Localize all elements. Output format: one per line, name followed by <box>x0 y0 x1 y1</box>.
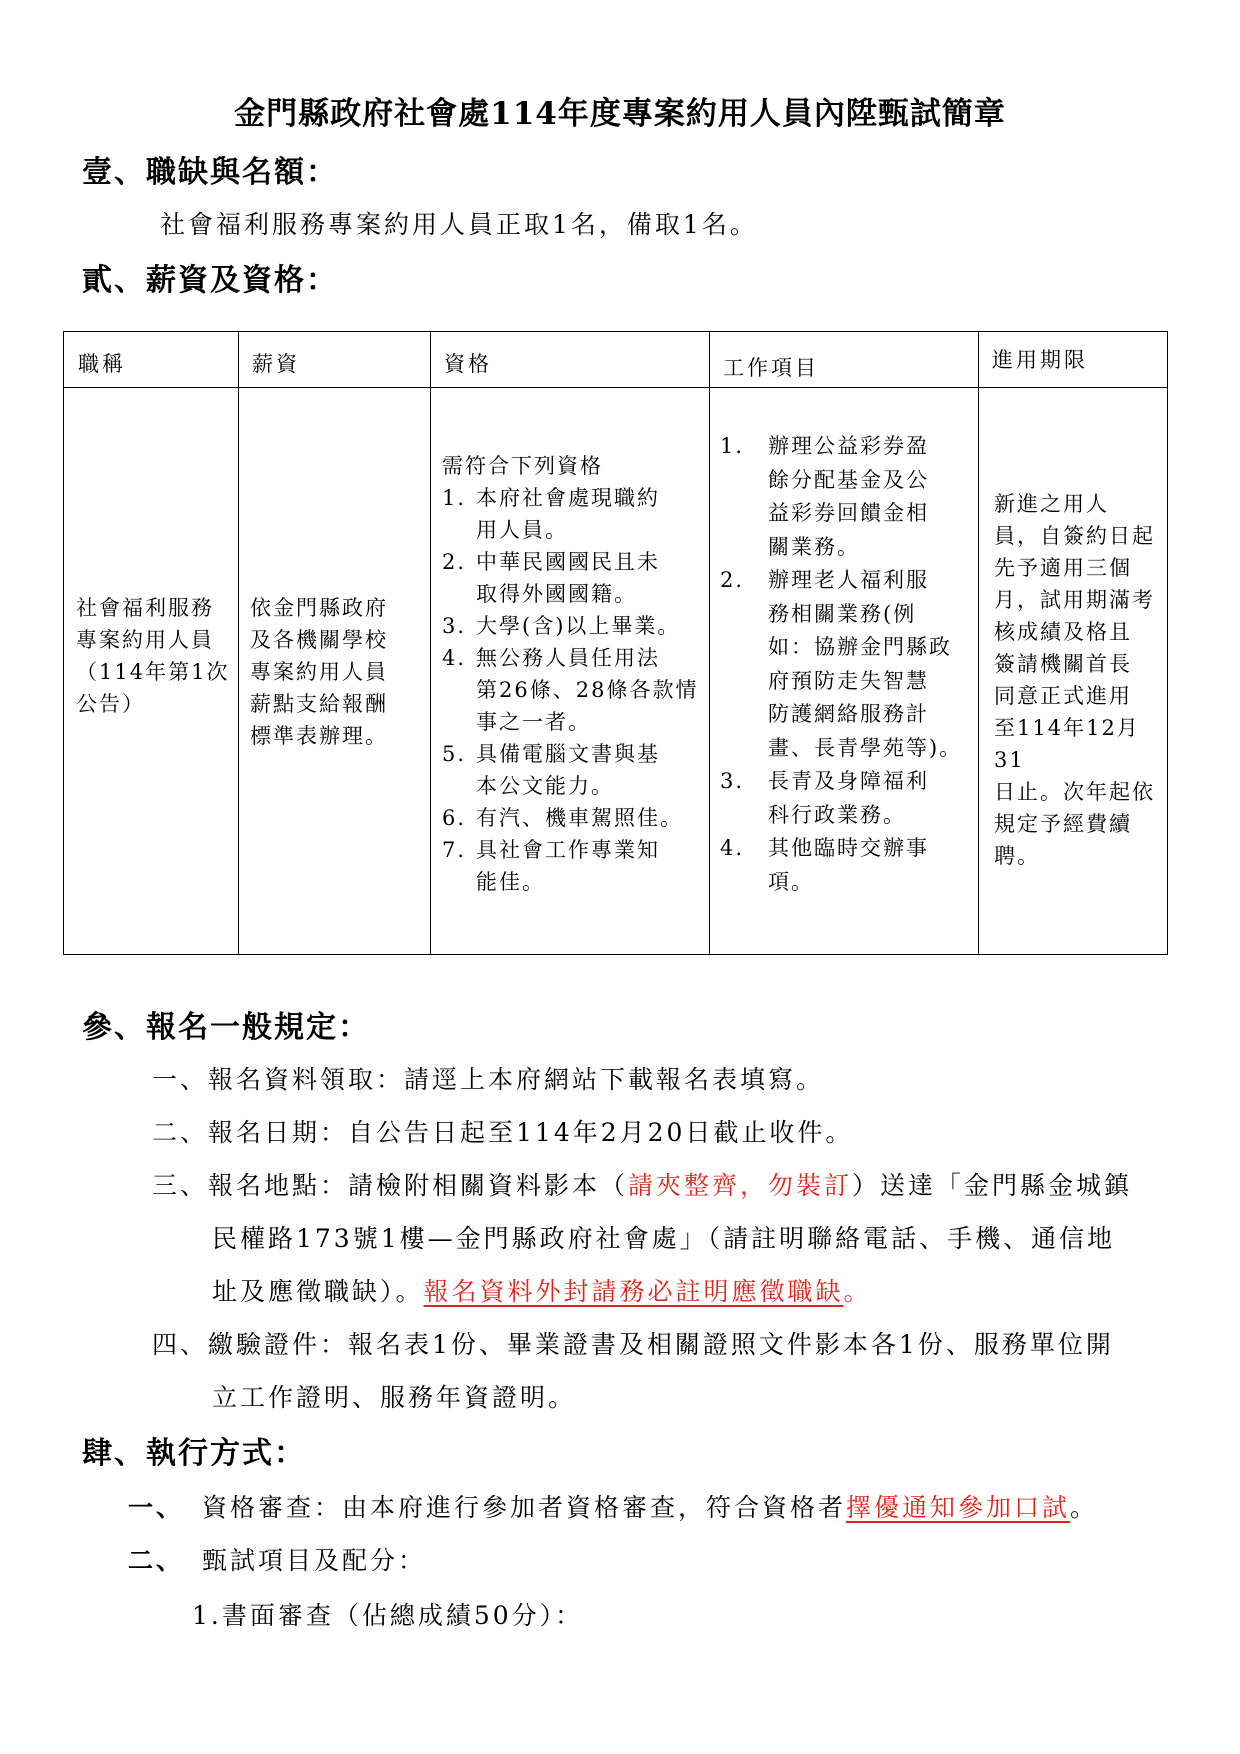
interview-note: 擇優通知參加口試 <box>846 1493 1071 1522</box>
rule-item-2: 二、報名日期：自公告日起至114年2月20日截止收件。 <box>152 1118 854 1147</box>
period-line: 同意正式進用 <box>994 684 1132 708</box>
qualification-item: 5. 具備電腦文書與基 本公文能力。 <box>442 742 660 798</box>
qualification-item: 2. 中華民國國民且未 取得外國國籍。 <box>442 550 660 606</box>
rule-item-1: 一、報名資料領取：請逕上本府網站下載報名表填寫。 <box>152 1065 825 1094</box>
period-line: 先予適用三個 <box>994 556 1132 580</box>
header-job-title: 職稱 <box>78 352 126 376</box>
cell-period <box>994 488 1166 872</box>
method-item-1-num: 一、 <box>128 1493 185 1522</box>
qualifications-list <box>442 482 704 898</box>
duty-item: 1. 辦理公益彩券盈 餘分配基金及公 益彩券回饋金相 關業務。 <box>720 434 929 559</box>
salary-line: 標準表辦理。 <box>250 724 388 748</box>
period-line: 規定予經費續 <box>994 812 1132 836</box>
job-title-line: 社會福利服務 <box>76 596 214 620</box>
duty-item: 4. 其他臨時交辦事 項。 <box>720 836 929 894</box>
cell-qualifications <box>442 450 704 898</box>
period-line: 聘。 <box>994 844 1040 868</box>
rule-item-4-line2: 立工作證明、服務年資證明。 <box>212 1383 577 1412</box>
salary-line: 薪點支給報酬 <box>250 692 388 716</box>
job-title-line: 專案約用人員 <box>76 628 214 652</box>
rule-item-3-line2: 民權路173號1樓—金門縣政府社會處」（請註明聯絡電話、手機、通信地 <box>212 1224 1116 1253</box>
method-sub-item-1: 1.書面審查（佔總成績50分）： <box>192 1601 584 1630</box>
rule-item-3: 三、報名地點：請檢附相關資料影本（請夾整齊，勿裝訂）送達「金門縣金城鎮 <box>152 1171 1133 1200</box>
job-title-line: （114年第1次 <box>76 660 230 684</box>
header-salary: 薪資 <box>252 352 300 376</box>
section-heading-2: 貳、薪資及資格： <box>82 263 338 298</box>
section-1-text: 社會福利服務專案約用人員正取1名，備取1名。 <box>160 210 758 239</box>
method-item-1: 資格審查：由本府進行參加者資格審查，符合資格者擇優通知參加口試。 <box>202 1493 1099 1522</box>
period-line: 員，自簽約日起 <box>994 524 1155 548</box>
qualification-item: 4. 無公務人員任用法 第26條、28條各款情 事之一者。 <box>442 646 699 734</box>
header-duties: 工作項目 <box>723 356 819 380</box>
salary-line: 及各機關學校 <box>250 628 388 652</box>
duty-item: 2. 辦理老人福利服 務相關業務(例 如：協辦金門縣政 府預防走失智慧 防護網絡服務計 畫、長青學苑等)。 <box>720 568 963 760</box>
qualification-item: 7. 具社會工作專業知 能佳。 <box>442 838 660 894</box>
salary-qualification-table <box>63 331 1168 955</box>
cell-job-title <box>76 592 236 720</box>
cell-salary <box>250 592 428 752</box>
duty-item: 3. 長青及身障福利 科行政業務。 <box>720 769 929 827</box>
page-title: 金門縣政府社會處114年度專案約用人員內陞甄試簡章 <box>234 96 1006 132</box>
method-item-2: 甄試項目及配分： <box>202 1546 427 1575</box>
section-heading-3: 參、報名一般規定： <box>82 1010 370 1045</box>
qualification-item: 1. 本府社會處現職約 用人員。 <box>442 486 660 542</box>
header-qualifications: 資格 <box>444 352 492 376</box>
salary-line: 專案約用人員 <box>250 660 388 684</box>
period-line: 月，試用期滿考 <box>994 588 1155 612</box>
no-binding-note: 請夾整齊，勿裝訂 <box>628 1171 853 1200</box>
method-item-2-num: 二、 <box>128 1546 185 1575</box>
section-heading-4: 肆、執行方式： <box>82 1436 306 1471</box>
salary-line: 依金門縣政府 <box>250 596 388 620</box>
job-title-line: 公告） <box>76 692 145 716</box>
rule-item-3-line3: 址及應徵職缺）。報名資料外封請務必註明應徵職缺。 <box>212 1277 872 1306</box>
header-period: 進用期限 <box>992 348 1088 372</box>
envelope-note: 報名資料外封請務必註明應徵職缺 <box>423 1277 844 1306</box>
period-line: 新進之用人 <box>994 492 1109 516</box>
qualifications-intro: 需符合下列資格 <box>442 454 603 478</box>
period-line: 日止。次年起依 <box>994 780 1155 804</box>
period-line: 至114年12月31 <box>994 716 1140 772</box>
rule-item-4: 四、繳驗證件：報名表1份、畢業證書及相關證照文件影本各1份、服務單位開 <box>152 1330 1114 1359</box>
qualification-item: 6. 有汽、機車駕照佳。 <box>442 806 683 830</box>
cell-duties <box>720 430 976 899</box>
period-line: 核成績及格且 <box>994 620 1132 644</box>
section-heading-1: 壹、職缺與名額： <box>82 155 338 190</box>
qualification-item: 3. 大學(含)以上畢業。 <box>442 614 681 638</box>
period-line: 簽請機關首長 <box>994 652 1132 676</box>
